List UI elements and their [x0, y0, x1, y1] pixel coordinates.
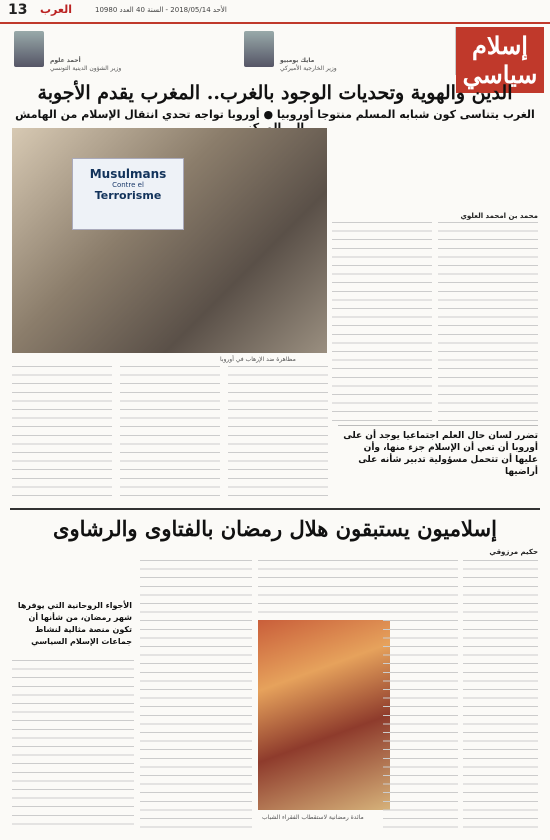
article-headline: الدين والهوية وتحديات الوجود بالغرب.. المغرب يقدم الأجوبة: [37, 82, 513, 104]
sign-line-1: Musulmans: [89, 167, 167, 181]
sign-line-3: Terrorisme: [94, 189, 162, 202]
article-column: [140, 560, 252, 830]
article-column: [12, 366, 112, 502]
article-column: [12, 660, 134, 830]
byline: حكيم مرزوقي: [489, 548, 538, 556]
sign-line-2: Contre el: [112, 181, 144, 189]
article-2-subhead: الأجواء الروحانية التي يوفرها شهر رمضان، من شأنها أن تكون منصة مثالية لنشاط جماعات الإسلام السياسي: [17, 601, 132, 646]
columnist-box-2: [8, 27, 230, 75]
columnist-name: أحمد علوم: [50, 57, 81, 64]
article-2-headline: إسلاميون يستبقون هلال رمضان بالفتاوى والرشاوى: [10, 508, 540, 541]
article-column: [383, 560, 458, 830]
article-subhead: الغرب يتناسى كون شبابه المسلم منتوجا أوروبيا ● أوروبا تواجه تحدي انتقال الإسلام من الهامش: [15, 108, 535, 121]
masthead-logo: العرب: [40, 3, 73, 16]
article-column: [463, 560, 538, 830]
section-banner: [455, 27, 544, 89]
article-column: [228, 366, 328, 502]
divider: [338, 425, 538, 426]
avatar: [244, 31, 274, 67]
columnist-role: وزير الشؤون الدينية التونسي: [50, 65, 122, 72]
photo-caption: مظاهرة ضد الإرهاب في أوروبا: [220, 356, 296, 363]
byline: محمد بن امحمد العلوي: [460, 212, 538, 220]
page-number: 13: [8, 2, 28, 18]
section-title: إسلام سياسي: [456, 27, 544, 93]
columnist-role: وزير الخارجية الأميركي: [280, 65, 337, 72]
photo-caption: مائدة رمضانية لاستقطاب الفقراء الشباب: [262, 814, 364, 821]
protest-sign: [72, 158, 184, 230]
ramadan-photo: [258, 620, 390, 810]
article-column: [438, 222, 538, 422]
pull-quote: تضرر لسان حال العلم اجتماعيا يوجد أن على أوروبا أن تعي أن الإسلام جزء منها، وأن عليها أن تتحمل مسؤولية تدبير شأنه على أراضيها: [343, 431, 538, 477]
protest-photo: [12, 128, 327, 353]
article-column: [332, 222, 432, 422]
article-column: [120, 366, 220, 502]
article-column: [258, 560, 388, 615]
columnist-box-1: [240, 27, 450, 75]
dateline: الأحد 2018/05/14 - السنة 40 العدد 10980: [95, 6, 227, 14]
avatar: [14, 31, 44, 67]
top-bar: [0, 0, 550, 24]
columnist-name: مايك بومبيو: [280, 57, 315, 64]
